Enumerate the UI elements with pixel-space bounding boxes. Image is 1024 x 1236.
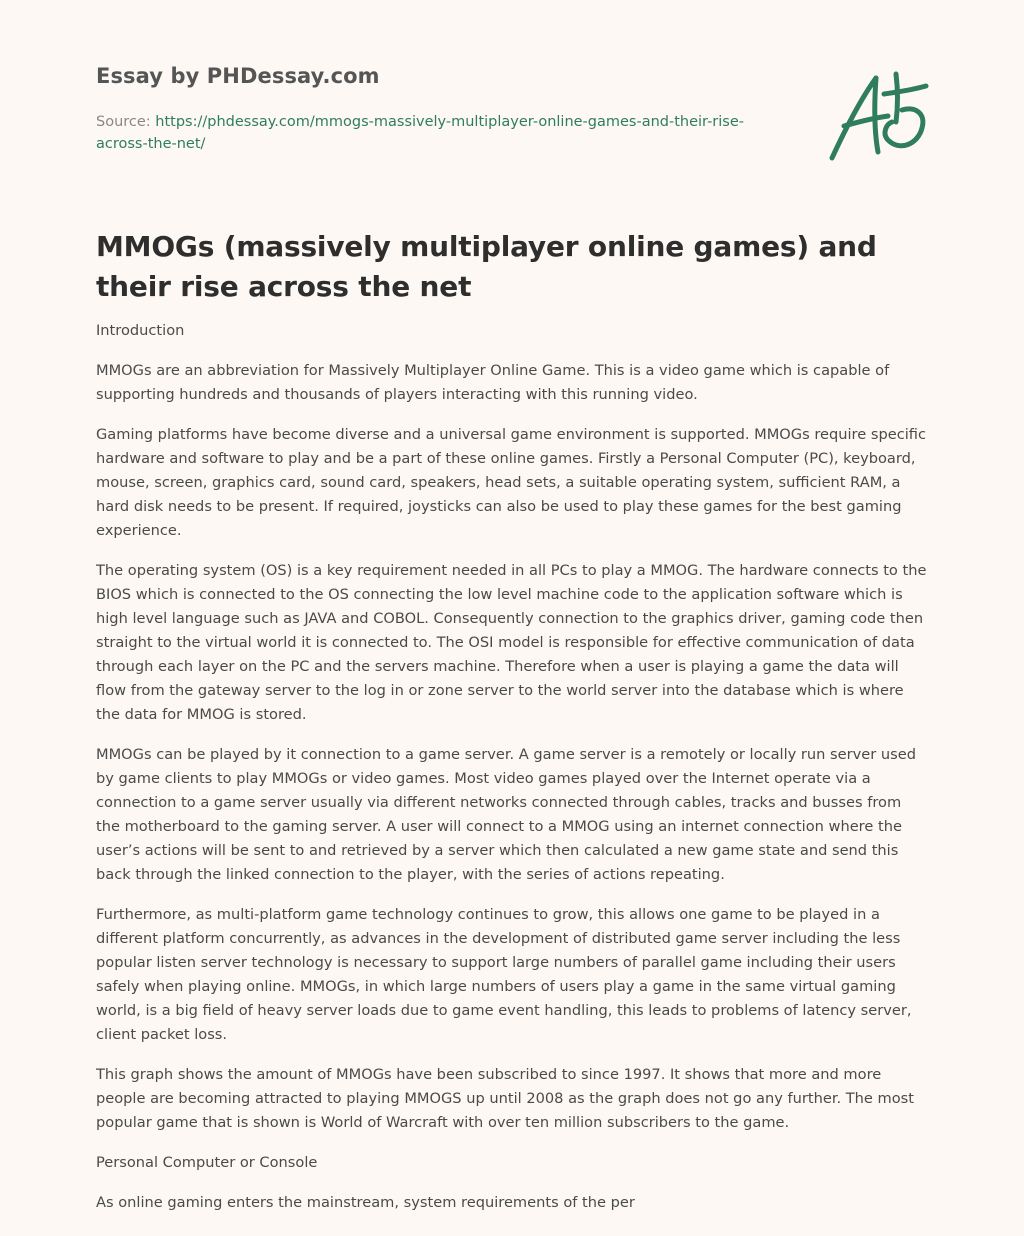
essay-body: [96, 319, 928, 1215]
paragraph: As online gaming enters the mainstream, system requirements of the per: [96, 1194, 635, 1211]
page-header: [96, 0, 928, 200]
section-heading-pc-or-console: Personal Computer or Console: [96, 1154, 318, 1171]
section-heading-introduction: Introduction: [96, 322, 185, 339]
paragraph: This graph shows the amount of MMOGs have been subscribed to since 1997. It shows that more and more people are becoming attracted to playing MMOGS up until 2008 as the graph does not go any further. The most popular game that is shown is World of Warcraft with over ten million subscribers to the game.: [96, 1066, 915, 1131]
paragraph: MMOGs can be played by it connection to a game server. A game server is a remotely or locally run server used by game clients to play MMOGs or video games. Most video games played over the Internet operate via a connection to a game server usually via different networks connected through cables, tracks and busses from the motherboard to the gaming server. A user will connect to a MMOG using an internet connection where the user’s actions will be sent to and retrieved by a server which then calculated a new game state and send this back through the linked connection to the player, with the series of actions repeating.: [96, 746, 916, 883]
site-title: Essay by PHDessay.com: [96, 64, 380, 88]
paragraph: The operating system (OS) is a key requirement needed in all PCs to play a MMOG. The hardware connects to the BIOS which is connected to the OS connecting the low level machine code to the application software which is high level language such as JAVA and COBOL. Consequently connection to the graphics driver, gaming code then straight to the virtual world it is connected to. The OSI model is responsible for effective communication of data through each layer on the PC and the servers machine. Therefore when a user is playing a game the data will flow from the gateway server to the log in or zone server to the world server into the database which is where the data for MMOG is stored.: [96, 562, 927, 723]
a-plus-logo-icon: [822, 66, 932, 166]
paragraph: Gaming platforms have become diverse and a universal game environment is supported. MMOGs require specific hardware and software to play and be a part of these online games. Firstly a Personal Computer (PC), keyboard, mouse, screen, graphics card, sound card, speakers, head sets, a suitable operating system, sufficient RAM, a hard disk needs to be present. If required, joysticks can also be used to play these games for the best gaming experience.: [96, 426, 926, 539]
source-line: [96, 111, 756, 155]
paragraph: Furthermore, as multi-platform game technology continues to grow, this allows one game to be played in a different platform concurrently, as advances in the development of distributed game server including the less popular listen server technology is necessary to support large numbers of parallel game including their users safely when playing online. MMOGs, in which large numbers of users play a game in the same virtual gaming world, is a big field of heavy server loads due to game event handling, this leads to problems of latency server, client packet loss.: [96, 906, 912, 1043]
source-link[interactable]: https://phdessay.com/mmogs-massively-multiplayer-online-games-and-their-rise-across-the-net/: [96, 114, 745, 152]
essay-title: MMOGs (massively multiplayer online games) and their rise across the net: [96, 230, 877, 303]
paragraph: MMOGs are an abbreviation for Massively Multiplayer Online Game. This is a video game which is capable of supporting hundreds and thousands of players interacting with this running video.: [96, 362, 890, 403]
source-label: Source:: [96, 114, 151, 130]
